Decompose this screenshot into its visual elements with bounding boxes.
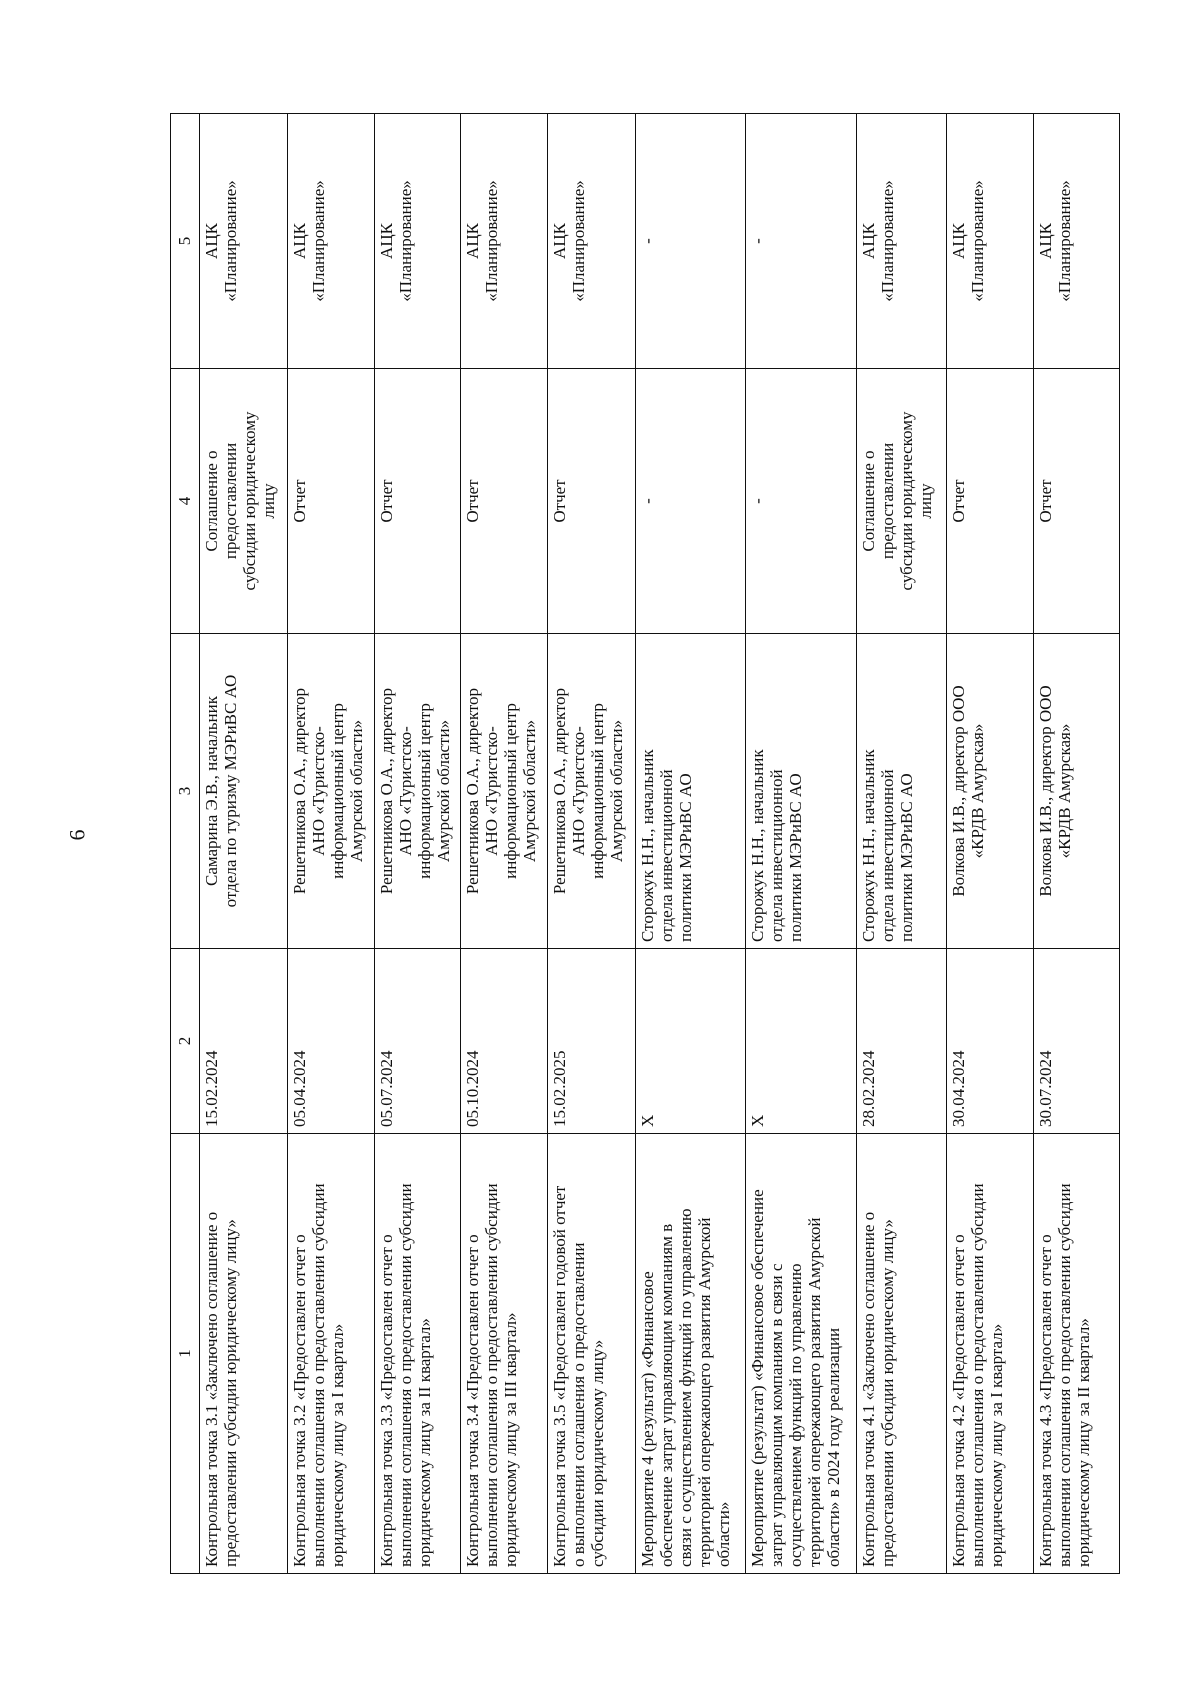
cell-document: Отчет (1033, 369, 1119, 634)
cell-date: 30.04.2024 (947, 949, 1033, 1134)
page-number: 6 (64, 829, 90, 841)
table-row (635, 114, 745, 1574)
cell-document: Отчет (461, 369, 547, 634)
table-row (200, 114, 288, 1574)
cell-description: Контрольная точка 3.3 «Предоставлен отчет о выполнении соглашения о предоставлении субсидии юридическому лицу за II квартал» (374, 1134, 460, 1574)
table-row (374, 114, 460, 1574)
cell-date: 05.10.2024 (461, 949, 547, 1134)
column-header-5: 5 (171, 114, 200, 369)
cell-date: Х (635, 949, 745, 1134)
cell-document: Отчет (547, 369, 635, 634)
cell-date: 28.02.2024 (856, 949, 946, 1134)
column-header-1: 1 (171, 1134, 200, 1574)
cell-description: Контрольная точка 4.1 «Заключено соглашение о предоставлении субсидии юридическому лицу» (856, 1134, 946, 1574)
cell-description: Контрольная точка 3.2 «Предоставлен отчет о выполнении соглашения о предоставлении субсидии юридическому лицу за I квартал» (288, 1134, 374, 1574)
cell-date: 30.07.2024 (1033, 949, 1119, 1134)
cell-date: 05.04.2024 (288, 949, 374, 1134)
table-row (288, 114, 374, 1574)
cell-document: Отчет (288, 369, 374, 634)
cell-date: 15.02.2024 (200, 949, 288, 1134)
table-row (547, 114, 635, 1574)
cell-document: - (746, 369, 856, 634)
table-row (746, 114, 856, 1574)
cell-document: Отчет (374, 369, 460, 634)
column-header-3: 3 (171, 634, 200, 949)
cell-system: АЦК «Планирование» (856, 114, 946, 369)
cell-description: Контрольная точка 4.3 «Предоставлен отчет о выполнении соглашения о предоставлении субсидии юридическому лицу за II квартал» (1033, 1134, 1119, 1574)
cell-date: Х (746, 949, 856, 1134)
control-points-table (170, 113, 1120, 1574)
cell-responsible: Волкова И.В., директор ООО «КРДВ Амурская» (1033, 634, 1119, 949)
cell-system: АЦК «Планирование» (1033, 114, 1119, 369)
cell-system: АЦК «Планирование» (461, 114, 547, 369)
table-header-row (171, 114, 200, 1574)
cell-responsible: Решетникова О.А., директор АНО «Туристско- информационный центр Амурской области» (547, 634, 635, 949)
cell-description: Контрольная точка 4.2 «Предоставлен отчет о выполнении соглашения о предоставлении субсидии юридическому лицу за I квартал» (947, 1134, 1033, 1574)
table-row (856, 114, 946, 1574)
cell-description: Контрольная точка 3.4 «Предоставлен отчет о выполнении соглашения о предоставлении субсидии юридическому лицу за III квартал» (461, 1134, 547, 1574)
cell-responsible: Сторожук Н.Н., начальник отдела инвестиционной политики МЭРиВС АО (856, 634, 946, 949)
cell-responsible: Волкова И.В., директор ООО «КРДВ Амурская» (947, 634, 1033, 949)
cell-responsible: Решетникова О.А., директор АНО «Туристско- информационный центр Амурской области» (288, 634, 374, 949)
cell-document: Отчет (947, 369, 1033, 634)
cell-system: АЦК «Планирование» (288, 114, 374, 369)
cell-date: 05.07.2024 (374, 949, 460, 1134)
cell-responsible: Решетникова О.А., директор АНО «Туристско- информационный центр Амурской области» (374, 634, 460, 949)
rotated-table-container (170, 114, 1120, 1574)
cell-system: АЦК «Планирование» (947, 114, 1033, 369)
cell-responsible: Решетникова О.А., директор АНО «Туристско- информационный центр Амурской области» (461, 634, 547, 949)
cell-document: - (635, 369, 745, 634)
cell-system: АЦК «Планирование» (200, 114, 288, 369)
cell-responsible: Сторожук Н.Н., начальник отдела инвестиционной политики МЭРиВС АО (746, 634, 856, 949)
cell-responsible: Самарина Э.В., начальник отдела по туризму МЭРиВС АО (200, 634, 288, 949)
column-header-2: 2 (171, 949, 200, 1134)
cell-system: - (635, 114, 745, 369)
cell-document: Соглашение о предоставлении субсидии юридическому лицу (200, 369, 288, 634)
cell-description: Контрольная точка 3.1 «Заключено соглашение о предоставлении субсидии юридическому лицу» (200, 1134, 288, 1574)
table-row (947, 114, 1033, 1574)
cell-date: 15.02.2025 (547, 949, 635, 1134)
cell-description: Контрольная точка 3.5 «Предоставлен годовой отчет о выполнении соглашения о предоставлении субсидии юридическому лицу» (547, 1134, 635, 1574)
table-row (461, 114, 547, 1574)
cell-document: Соглашение о предоставлении субсидии юридическому лицу (856, 369, 946, 634)
cell-system: АЦК «Планирование» (547, 114, 635, 369)
cell-responsible: Сторожук Н.Н., начальник отдела инвестиционной политики МЭРиВС АО (635, 634, 745, 949)
cell-system: - (746, 114, 856, 369)
cell-description: Мероприятие (результат) «Финансовое обеспечение затрат управляющим компаниям в связи с осуществлением функций по управлению территорией опережающего развития Амурской области» в 2024 году реализации (746, 1134, 856, 1574)
cell-description: Мероприятие 4 (результат) «Финансовое обеспечение затрат управляющим компаниям в связи с осуществлением функций по управлению территорией опережающего развития Амурской области» (635, 1134, 745, 1574)
column-header-4: 4 (171, 369, 200, 634)
table-row (1033, 114, 1119, 1574)
cell-system: АЦК «Планирование» (374, 114, 460, 369)
